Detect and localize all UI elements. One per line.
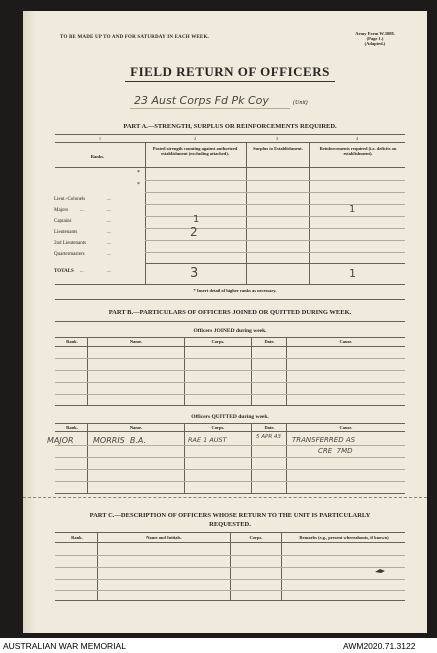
quitted-corps-value: RAE 1 AUST — [188, 436, 227, 444]
rank-lieut-colonels: Lieut.-Colonels — [54, 197, 86, 202]
part-c-heading-line1: PART C.—DESCRIPTION OF OFFICERS WHOSE RETURN TO THE UNIT IS PARTICULARLY — [89, 512, 371, 519]
part-a-row-line — [145, 204, 405, 205]
quitted-col-date: Date. — [264, 425, 275, 430]
rank-dots: ... — [107, 252, 111, 257]
quitted-divider — [286, 423, 287, 493]
total-posted-value: 3 — [190, 266, 199, 281]
posted-header: Posted strength counting against authorized establishment (excluding attached). — [152, 146, 238, 156]
part-b-rule — [55, 321, 405, 322]
section-rule — [55, 299, 405, 300]
part-c-table-bottom — [55, 600, 405, 601]
joined-row-line — [55, 382, 405, 383]
quitted-header-bottom — [55, 431, 405, 432]
col-number-4: 4 — [356, 136, 358, 141]
page-shadow — [23, 11, 35, 633]
joined-header-bottom — [55, 346, 405, 347]
rank-2nd-lieutenants: 2nd Lieutenants — [54, 241, 87, 246]
quitted-cause-line1: TRANSFERRED AS — [292, 436, 356, 444]
part-a-table-top — [55, 142, 405, 143]
reinforcements-header: Reinforcements required (i.e. deficits on establishment). — [319, 146, 397, 156]
instruction-text: TO BE MADE UP TO AND FOR SATURDAY IN EACH WEEK. — [60, 35, 210, 40]
rank-lieutenants: Lieutenants — [54, 230, 78, 235]
quitted-col-cause: Cause. — [339, 425, 353, 430]
part-c-heading-line2: REQUESTED. — [209, 521, 251, 528]
joined-table-top — [55, 337, 405, 338]
unit-line — [130, 108, 290, 109]
footer-reference: AWM2020.71.3122 — [343, 641, 416, 651]
part-a-row-line — [145, 216, 405, 217]
col-number-3: 3 — [276, 136, 278, 141]
form-number-block — [345, 31, 405, 46]
joined-heading: Officers JOINED during week. — [193, 328, 267, 334]
rank-dots: ... — [107, 219, 111, 224]
quitted-table-bottom — [55, 493, 405, 494]
ink-mark-icon — [374, 567, 386, 575]
rank-captains: Captains — [54, 219, 72, 224]
footer-institution: AUSTRALIAN WAR MEMORIAL — [3, 641, 126, 651]
part-c-row-line — [55, 555, 405, 556]
part-c-col-corps: Corps. — [249, 535, 263, 540]
part-a-row-line — [145, 228, 405, 229]
joined-table-bottom — [55, 405, 405, 406]
posted-lieutenants-value: 2 — [190, 225, 198, 239]
part-c-row-line — [55, 590, 405, 591]
higher-rank-star-2: * — [137, 182, 140, 188]
ranks-header: Ranks. — [90, 154, 105, 159]
part-a-footnote: * Insert detail of higher ranks as necessary. — [193, 288, 277, 293]
quitted-name-value: MORRIS B.A. — [93, 436, 147, 445]
part-c-col-rank: Rank. — [71, 535, 83, 540]
joined-col-cause: Cause. — [339, 339, 353, 344]
quitted-col-name: Name. — [129, 425, 143, 430]
part-a-row-line — [145, 180, 405, 181]
part-c-col-name: Name and Initials. — [146, 535, 182, 540]
part-a-rule — [55, 134, 405, 135]
rank-dots: ... — [107, 230, 111, 235]
joined-col-rank: Rank. — [66, 339, 78, 344]
rank-majors: Majors — [54, 208, 69, 213]
form-adapted: (Adapted.) — [364, 41, 386, 46]
form-page: (Page 1.) — [366, 36, 384, 41]
perforation-line — [23, 497, 427, 498]
part-a-row-line — [145, 192, 405, 193]
total-reinforcements-value: 1 — [349, 267, 356, 280]
quitted-divider — [87, 423, 88, 493]
quitted-date-value: 5 APR 43 — [256, 434, 281, 440]
posted-captains-value: 1 — [193, 214, 200, 225]
part-c-col-remarks: Remarks (e.g., present whereabouts, if known) — [299, 535, 389, 540]
quitted-heading: Officers QUITTED during week. — [191, 414, 269, 420]
reinforcements-majors-value: 1 — [349, 204, 356, 215]
part-a-header-bottom — [55, 167, 405, 168]
unit-name-handwritten: 23 Aust Corps Fd Pk Coy — [134, 94, 269, 107]
quitted-divider — [184, 423, 185, 493]
rank-dots: ... — [107, 208, 111, 213]
rank-dots: ... — [107, 241, 111, 246]
part-a-table-bottom — [55, 284, 405, 285]
rank-dots: ... — [80, 208, 84, 213]
part-c-row-line — [55, 579, 405, 580]
quitted-rank-value: MAJOR — [47, 436, 74, 445]
higher-rank-star-1: * — [137, 170, 140, 176]
joined-row-line — [55, 370, 405, 371]
col-number-1: 1 — [99, 136, 101, 141]
quitted-divider — [251, 423, 252, 493]
rank-quartermasters: Quartermasters — [54, 252, 85, 257]
part-a-totals-line — [145, 263, 405, 264]
rank-dots: ... — [80, 269, 84, 274]
totals-label: TOTALS — [54, 269, 74, 274]
quitted-cause-line2: CRE 7MD — [318, 447, 353, 455]
joined-col-corps: Corps. — [211, 339, 225, 344]
joined-col-name: Name. — [129, 339, 143, 344]
joined-row-line — [55, 358, 405, 359]
quitted-row-line — [55, 445, 405, 446]
joined-row-line — [55, 394, 405, 395]
quitted-table-top — [55, 423, 405, 424]
quitted-col-corps: Corps. — [211, 425, 225, 430]
form-number: Army Form W.3008. — [355, 31, 395, 36]
part-c-row-line — [55, 567, 405, 568]
rank-dots: ... — [107, 197, 111, 202]
part-a-row-line — [145, 240, 405, 241]
rank-dots: ... — [107, 269, 111, 274]
joined-col-date: Date. — [264, 339, 275, 344]
quitted-row-line — [55, 481, 405, 482]
col-number-2: 2 — [194, 136, 196, 141]
unit-label: (Unit) — [293, 100, 308, 106]
footer-bar — [0, 638, 437, 653]
surplus-header: Surplus to Establishment. — [253, 146, 303, 151]
page-title: FIELD RETURN OF OFFICERS — [130, 64, 330, 79]
quitted-row-line — [55, 457, 405, 458]
part-a-heading: PART A.—STRENGTH, SURPLUS OR REINFORCEMENTS REQUIRED. — [123, 123, 337, 130]
part-b-heading: PART B.—PARTICULARS OF OFFICERS JOINED OR QUITTED DURING WEEK. — [108, 309, 352, 316]
quitted-col-rank: Rank. — [66, 425, 78, 430]
title-underline — [125, 81, 335, 82]
part-a-row-line — [145, 252, 405, 253]
quitted-row-line — [55, 469, 405, 470]
